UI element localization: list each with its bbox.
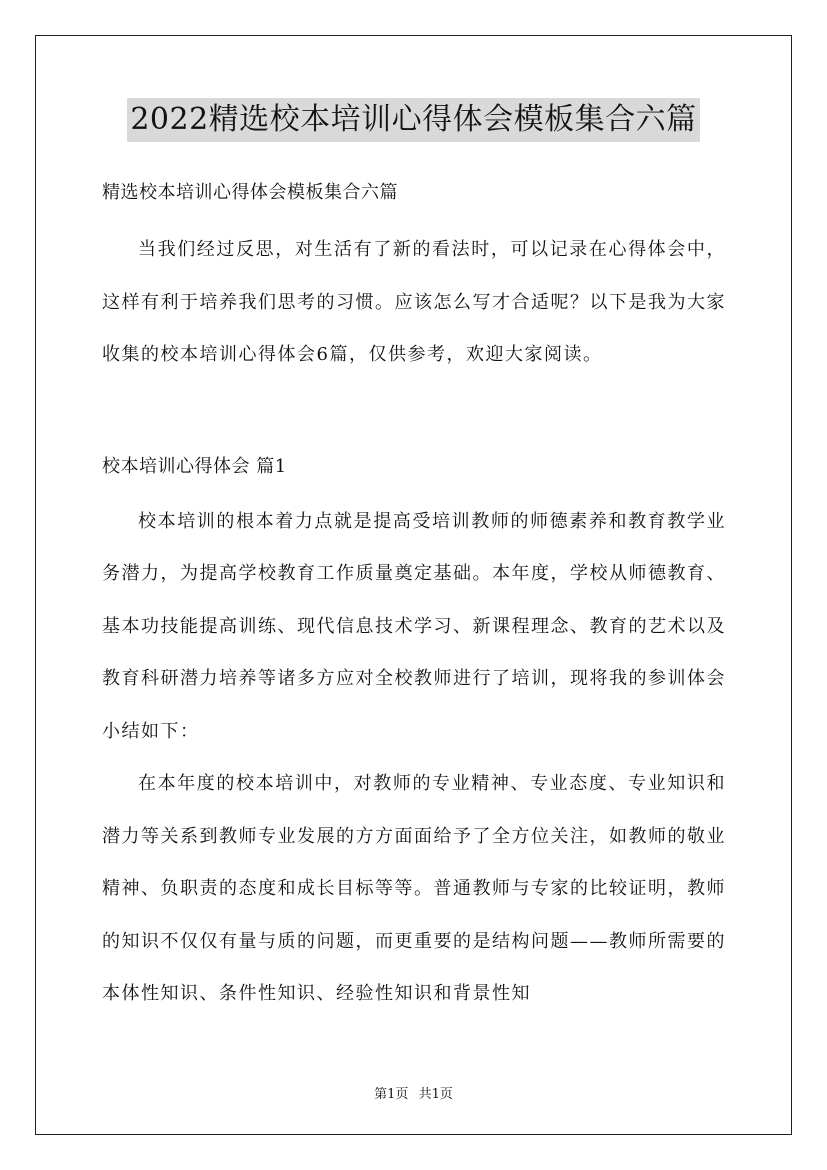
intro-paragraph: 当我们经过反思，对生活有了新的看法时，可以记录在心得体会中，这样有利于培养我们思考的习惯。应该怎么写才合适呢？以下是我为大家收集的校本培训心得体会6篇，仅供参考，欢迎大家阅读。 [102, 239, 726, 365]
document-body [102, 176, 726, 1021]
section-heading: 校本培训心得体会 篇1 [102, 455, 287, 477]
body-paragraph-1: 校本培训的根本着力点就是提高受培训教师的师德素养和教育教学业务潜力，为提高学校教育工作质量奠定基础。本年度，学校从师德教育、基本功技能提高训练、现代信息技术学习、新课程理念、教育的艺术以及教育科研潜力培养等诸多方应对全校教师进行了培训，现将我的参训体会小结如下： [102, 510, 726, 742]
page-number: 第1页 [374, 1087, 409, 1102]
document-title: 2022精选校本培训心得体会模板集合六篇 [127, 98, 699, 142]
page-footer [0, 1083, 827, 1102]
document-subtitle: 精选校本培训心得体会模板集合六篇 [102, 182, 398, 203]
body-paragraph-2: 在本年度的校本培训中，对教师的专业精神、专业态度、专业知识和潜力等关系到教师专业发展的方方面面给予了全方位关注，如教师的敬业精神、负职责的态度和成长目标等等。普通教师与专家的比较证明，教师的知识不仅仅有量与质的问题，而更重要的是结构问题——教师所需要的本体性知识、条件性知识、经验性知识和背景性知 [102, 773, 726, 1004]
page-total: 共1页 [418, 1087, 453, 1102]
title-container [0, 98, 827, 142]
